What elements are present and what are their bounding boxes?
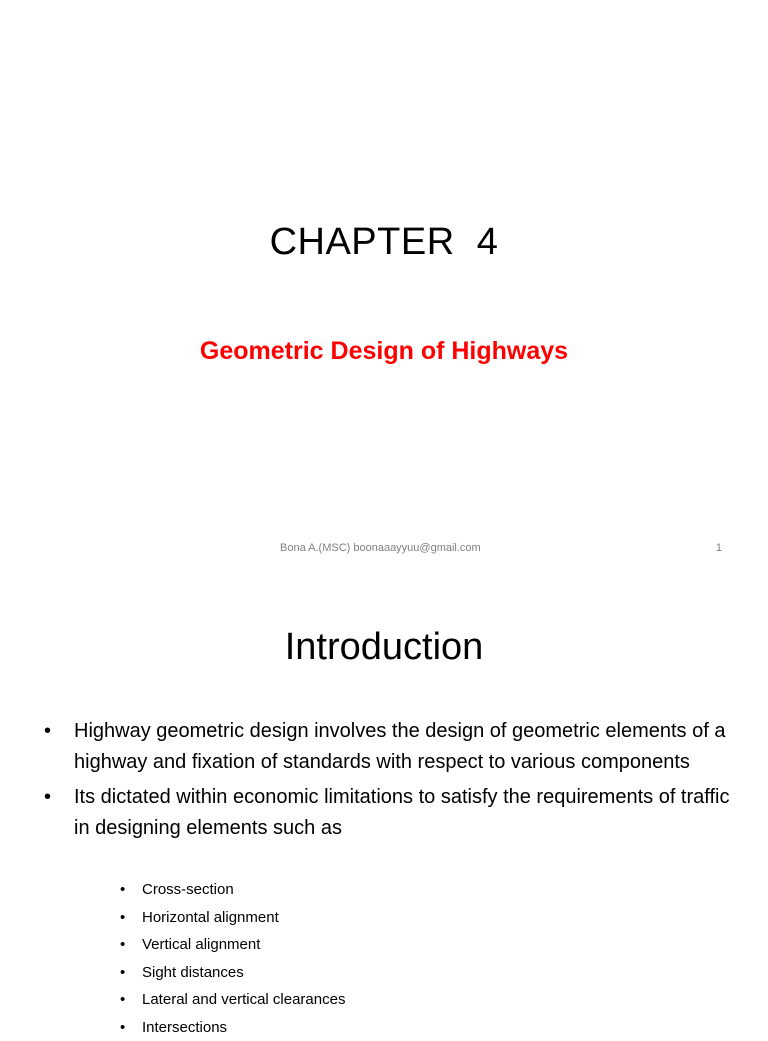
list-item — [44, 782, 734, 844]
slide-number: 1 — [700, 541, 722, 555]
chapter-subtitle: Geometric Design of Highways — [0, 334, 768, 368]
list-item — [120, 986, 720, 1014]
subbullet-text: Lateral and vertical clearances — [142, 991, 345, 1008]
slide-introduction — [0, 576, 768, 1024]
bullet-dot-icon: • — [120, 986, 125, 1014]
introduction-title: Introduction — [0, 622, 768, 672]
subbullet-text: Cross-section — [142, 881, 234, 898]
bullet-dot-icon: • — [120, 876, 125, 904]
subbullet-text: Sight distances — [142, 964, 244, 981]
chapter-title: CHAPTER 4 — [0, 218, 768, 266]
list-item — [120, 876, 720, 904]
bullet-dot-icon: • — [44, 716, 51, 747]
subbullet-text: Horizontal alignment — [142, 909, 279, 926]
bullet-dot-icon: • — [120, 931, 125, 959]
bullet-text: Its dictated within economic limitations to satisfy the requirements of traffic in designing elements such as — [74, 786, 729, 839]
subbullet-text: Vertical alignment — [142, 936, 260, 953]
bullet-dot-icon: • — [120, 1014, 125, 1041]
list-item — [120, 904, 720, 932]
list-item — [120, 959, 720, 987]
bullet-dot-icon: • — [120, 959, 125, 987]
main-bullet-list — [44, 716, 734, 848]
subbullet-text: Intersections — [142, 1019, 227, 1036]
slide-footer: Bona A.(MSC) boonaaayyuu@gmail.com — [280, 541, 481, 555]
sub-bullet-list — [120, 876, 720, 1041]
bullet-dot-icon: • — [44, 782, 51, 813]
list-item — [44, 716, 734, 778]
list-item — [120, 931, 720, 959]
bullet-dot-icon: • — [120, 904, 125, 932]
list-item — [120, 1014, 720, 1041]
bullet-text: Highway geometric design involves the design of geometric elements of a highway and fixation of standards with respect to various components — [74, 720, 725, 773]
